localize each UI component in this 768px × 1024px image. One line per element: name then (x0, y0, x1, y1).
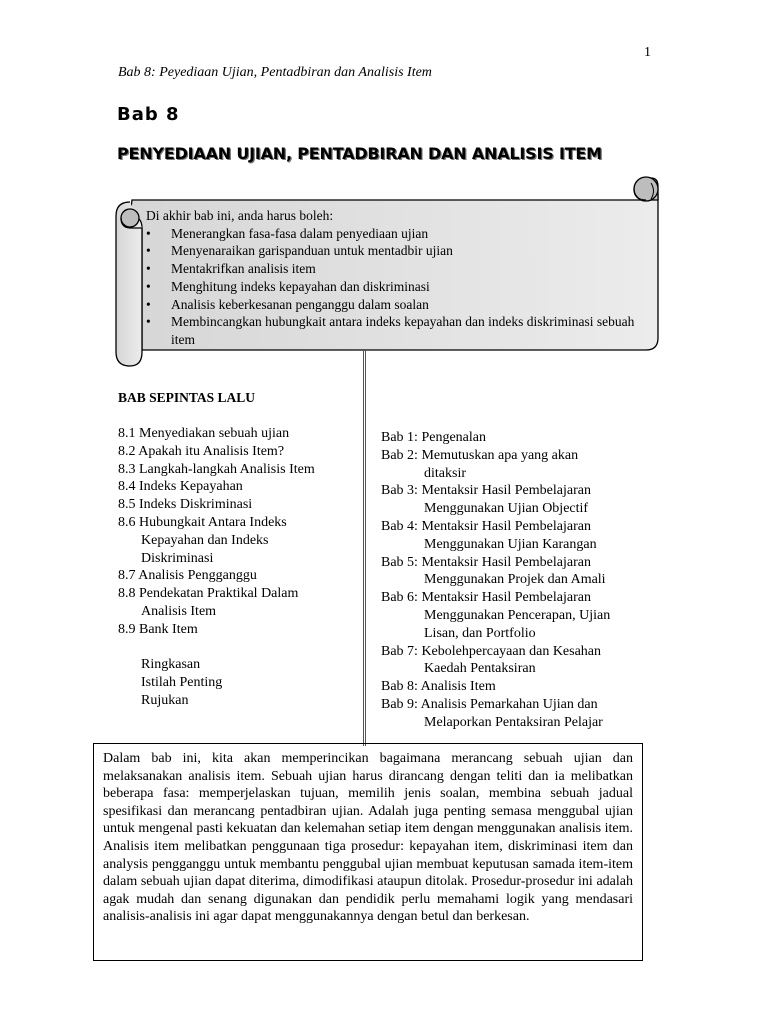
objective-item: • Analisis keberkesanan penganggu dalam soalan (146, 296, 636, 314)
chapter-item-cont: ditaksir (424, 465, 466, 481)
section-item: 8.8 Pendekatan Praktikal Dalam (118, 586, 299, 602)
column-divider (363, 350, 366, 746)
scroll-curl-left (121, 209, 139, 227)
chapter-item: Bab 3: Mentaksir Hasil Pembelajaran (381, 483, 591, 499)
section-item: 8.4 Indeks Kepayahan (118, 479, 243, 495)
section-item: 8.1 Menyediakan sebuah ujian (118, 426, 290, 441)
chapter-item-cont: Menggunakan Ujian Objectif (424, 501, 589, 517)
chapter-item-cont: Kaedah Pentaksiran (424, 661, 536, 677)
objective-item: • Membincangkan hubungkait antara indeks kepayahan dan indeks diskriminasi sebuah item (146, 313, 636, 348)
chapter-title: PENYEDIAAN UJIAN, PENTADBIRAN DAN ANALISIS ITEM (117, 144, 602, 163)
chapter-item: Bab 4: Mentaksir Hasil Pembelajaran (381, 518, 591, 534)
extra-item: Istilah Penting (141, 675, 223, 691)
section-item: 8.6 Hubungkait Antara Indeks (118, 514, 287, 530)
page-number: 1 (644, 45, 651, 60)
section-item-cont: Kepayahan dan Indeks (141, 532, 269, 548)
chapter-item: Bab 9: Analisis Pemarkahan Ujian dan (381, 696, 598, 712)
chapter-item-cont: Lisan, dan Portfolio (424, 625, 536, 641)
objectives-intro: Di akhir bab ini, anda harus boleh: (146, 208, 334, 223)
section-item: 8.9 Bank Item (118, 621, 198, 637)
summary-text: Dalam bab ini, kita akan memperincikan bagaimana merancang sebuah ujian dan melaksanakan analisis item. Sebuah ujian harus dirancang dengan teliti dan ia melibatkan beberapa fasa: memperjelaskan tujuan, memilih jenis soalan, membina sebuah jadual spesifikasi dan merancang pentadbiran ujian. Adalah juga penting semasa menggubal ujian untuk mengenal pasti kekuatan dan kelemahan setiap item dengan menggunakan analisis item. Analisis item melibatkan penggunaan tiga prosedur: kepayahan item, diskriminasi item dan analysis pengganggu untuk membantu penggubal ujian membuat keputusan samada item-item dalam sebuah ujian dapat diterima, dimodifikasi ataupun ditolak. Prosedur-prosedur ini adalah agak mudah dan senang digunakan dan pendidik perlu memahami logik yang mendasari analisis-analisis ini agar dapat menggunakannya dengan betul dan berkesan. (103, 751, 633, 925)
learning-objectives (146, 207, 636, 349)
chapter-item: Bab 6: Mentaksir Hasil Pembelajaran (381, 590, 591, 606)
section-item-cont: Diskriminasi (141, 550, 214, 566)
chapter-item: Bab 7: Kebolehpercayaan dan Kesahan (381, 643, 602, 659)
chapter-item-cont: Menggunakan Projek dan Amali (424, 572, 606, 588)
extra-item: Ringkasan (141, 657, 201, 673)
section-item: 8.2 Apakah itu Analisis Item? (118, 443, 285, 459)
objectives-list (146, 225, 636, 349)
objective-item: • Mentakrifkan analisis item (146, 260, 636, 278)
section-item: 8.3 Langkah-langkah Analisis Item (118, 461, 315, 477)
objective-item: • Menerangkan fasa-fasa dalam penyediaan ujian (146, 225, 636, 243)
section-item: 8.7 Analisis Pengganggu (118, 568, 257, 584)
book-chapters-list (381, 429, 671, 732)
running-header: Bab 8: Peyediaan Ujian, Pentadbiran dan Analisis Item (118, 65, 432, 80)
chapter-summary-box (93, 743, 643, 961)
section-item-cont: Analisis Item (141, 603, 217, 619)
chapter-overview-list (118, 425, 358, 710)
objective-item: • Menghitung indeks kepayahan dan diskriminasi (146, 278, 636, 296)
overview-heading: BAB SEPINTAS LALU (118, 390, 256, 405)
extra-item: Rujukan (141, 692, 189, 708)
chapter-item: Bab 2: Memutuskan apa yang akan (381, 447, 579, 463)
chapter-item: Bab 1: Pengenalan (381, 430, 486, 445)
chapter-item: Bab 8: Analisis Item (381, 679, 496, 695)
chapter-item: Bab 5: Mentaksir Hasil Pembelajaran (381, 554, 591, 570)
chapter-label: Bab 8 (117, 104, 180, 125)
section-item: 8.5 Indeks Diskriminasi (118, 497, 253, 513)
chapter-item-cont: Menggunakan Pencerapan, Ujian (424, 607, 611, 623)
objective-item: • Menyenaraikan garispanduan untuk mentadbir ujian (146, 242, 636, 260)
chapter-item-cont: Melaporkan Pentaksiran Pelajar (424, 714, 603, 730)
chapter-item-cont: Menggunakan Ujian Karangan (424, 536, 597, 552)
